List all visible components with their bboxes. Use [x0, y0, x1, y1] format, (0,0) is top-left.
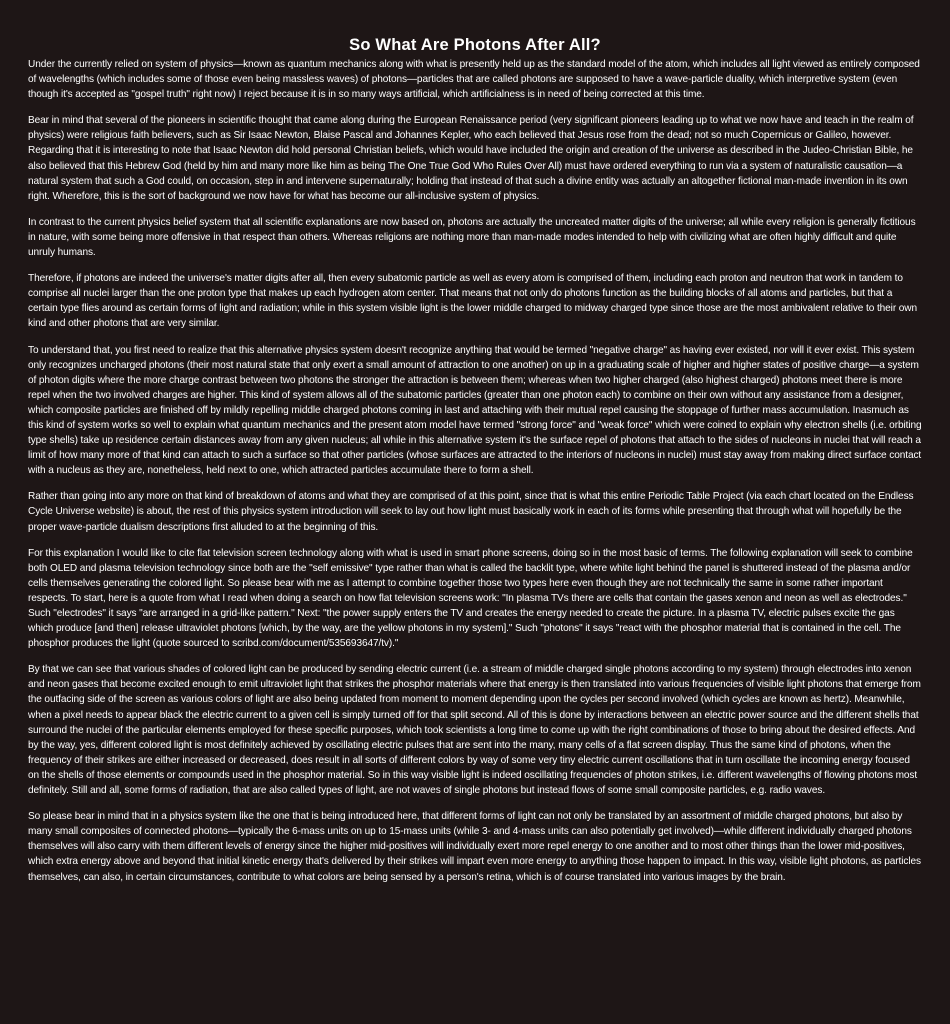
paragraph: Bear in mind that several of the pioneers in scientific thought that came along during the European Renaissance period (very significant pioneers leading up to what we now have and teach in the realm of physics) were religious faith believers, such as Sir Isaac Newton, Blaise Pascal and Johannes Kepler, who each believed that Jesus rose from the dead; not so much Copernicus or Galileo, however. Regarding that it is interesting to note that Isaac Newton did hold personal Christian beliefs, which would have included the origin and creation of the universe as described in the Judeo-Christian Bible, he also believed that this Hebrew God (held by him and many more like him as being The One True God Who Rules Over All) must have ordered everything to run via a system of naturalistic causation—a natural system that such a God could, on occasion, step in and intervene supernaturally; holding that instead of that such a divine entity was actually an altogether fictional man-made invention in its own right. Wherefore, this is the sort of background we now have for what has become our all-inclusive system of physics.	[28, 115, 914, 202]
paragraph: To understand that, you first need to realize that this alternative physics system doesn't recognize anything that would be termed "negative charge" as having ever existed, nor will it ever exist. This system only recognizes uncharged photons (their most natural state that only exert a small amount of attraction to one another) on up in a graduating scale of higher and higher states of positive charge—a system of photon digits where the more charge contrast between two photons the stronger the attraction is between them; whereas when two higher charged (also highest charged) photons meet there is more repel when the two involved charges are higher. This kind of system allows all of the subatomic particles (greater than one photon each) to combine on their own without any assistance from a designer, which composite particles are finished off by mildly repelling middle charged photons coming in last and attaching with their mutual repel causing the stoppage of further mass accumulation. Inasmuch as this kind of system works so well to explain what quantum mechanics and the present atom model have termed "strong force" and "weak force" which were coined to explain why electron shells (i.e. orbiting type shells) take up residence certain distances away from any given nucleus; all while in this alternative system it's the surface repel of photons that attach to the sides of nucleons in nuclei that will reach a limit of how many more of that kind can attach to such a surface so that other particles (whose surfaces are attracted to the interiors of nucleons in nuclei) must stay away from making direct surface contact with a nucleus as they are, nonetheless, held next to one, which attracted particles accumulate there to form a shell.	[28, 344, 922, 477]
paragraph: Under the currently relied on system of physics—known as quantum mechanics along with what is presently held up as the standard model of the atom, which includes all light viewed as entirely composed of wavelengths (which includes some of those even being massless waves) of photons—particles that are called photons are supposed to have a wave-particle duality, which interpretive system (even though it's accepted as "gospel truth" right now) I reject because it is in so many ways artificial, which artificialness is in need of being corrected at this time.	[28, 59, 920, 101]
paragraph: For this explanation I would like to cite flat television screen technology along with what is used in smart phone screens, doing so in the most basic of terms. The following explanation will seek to combine both OLED and plasma television technology since both are the "self emissive" type rather than what is called the backlit type, where white light behind the panel is shuttered instead of the plasma and/or cells themselves generating the colored light. So please bear with me as I attempt to combine together those two types here even though they are not technically the same in some rather important respects. To start, here is a quote from what I read when doing a search on how flat television screens work: "In plasma TVs there are cells that contain the gases xenon and neon as well as electrodes." Such "electrodes" it says "are arranged in a grid-like pattern." Next: "the power supply enters the TV and creates the energy needed to create the picture. In a plasma TV, electric pulses excite the gas which produce [and then] release ultraviolet photons [which, by the way, are the yellow photons in my system]." Such "photons" it says "react with the phosphor material that is contained in the cell. The phosphor produces the light (quote sourced to scribd.com/document/535693647/tv)."	[28, 547, 913, 650]
article-body	[28, 57, 922, 885]
paragraph: By that we can see that various shades of colored light can be produced by sending electric current (i.e. a stream of middle charged single photons according to my system) through electrodes into xenon and neon gases that become excited enough to emit ultraviolet light that strikes the phosphor materials where that energy is then translated into various frequencies of visible light photons that emerge from the outfacing side of the screen as various colors of light are also being updated from moment to moment depending upon the cycles per second involved (which cycles are known as hertz). Meanwhile, when a pixel needs to appear black the electric current to a given cell is simply turned off for that split second. All of this is done by interactions between an electric power source and the different shells that surround the nuclei of the particular elements employed for these specific purposes, which took scientists a long time to come up with the right combinations of those to bring about the desired effects. And by the way, yes, different colored light is most definitely achieved by oscillating electric pulses that are sent into the many, many cells of a flat screen display. Thus the same kind of photons, when the frequency of their strikes are either increased or decreased, does result in all sorts of different colors by way of some very tiny electric current oscillations that in turn oscillate the incoming energy focused on the shells of those elements or compounds used in the phosphor material. So in this way visible light is indeed oscillating frequencies of photon strikes, i.e. different wavelengths of flowing photons most definitely. Still and all, some forms of radiation, that are also called types of light, are not waves of single photons but instead flows of some small composite particles, e.g. radio waves.	[28, 664, 921, 797]
paragraph: Rather than going into any more on that kind of breakdown of atoms and what they are comprised of at this point, since that is what this entire Periodic Table Project (via each chart located on the Endless Cycle Universe website) is about, the rest of this physics system introduction will seek to lay out how light must basically work in each of its forms while presenting that through what will hopefully be the proper wave-particle dualism descriptions first alluded to at the beginning of this.	[28, 491, 914, 533]
paragraph: So please bear in mind that in a physics system like the one that is being introduced here, that different forms of light can not only be translated by an assortment of middle charged photons, but also by many small composites of connected photons—typically the 6-mass units on up to 15-mass units (while 3- and 4-mass units can also potentially get involved)—while different individually charged photons themselves will also carry with them different levels of energy since the higher mid-positives will individually exert more repel energy to one another and to most other things than the lower mid-positives, which extra energy above and beyond that initial kinetic energy that's delivered by their strikes will impart even more energy to anything those happen to impact. In this way, visible light photons, as particles themselves, can also, in certain circumstances, contribute to what colors are being sensed by a person's retina, which is of course translated into various images by the brain.	[28, 811, 921, 883]
paragraph: Therefore, if photons are indeed the universe's matter digits after all, then every subatomic particle as well as every atom is comprised of them, including each proton and neutron that work in tandem to comprise all nuclei larger than the one proton type that makes up each hydrogen atom center. That means that not only do photons function as the building blocks of all atoms and particles, but that a certain type flies around as certain forms of light and radiation; while in this system visible light is the lower middle charged to midway charged type since those are the most ambivalent relative to their own kind and other photons that are very similar.	[28, 273, 918, 330]
page-title: So What Are Photons After All?	[349, 36, 601, 54]
paragraph: In contrast to the current physics belief system that all scientific explanations are now based on, photons are actually the uncreated matter digits of the universe; all while every religion is generally fictitious in nature, with some being more offensive in that respect than others. Whereas religions are nothing more than man-made modes intended to help with civilizing what are often highly difficult and quite unruly humans.	[28, 216, 916, 259]
